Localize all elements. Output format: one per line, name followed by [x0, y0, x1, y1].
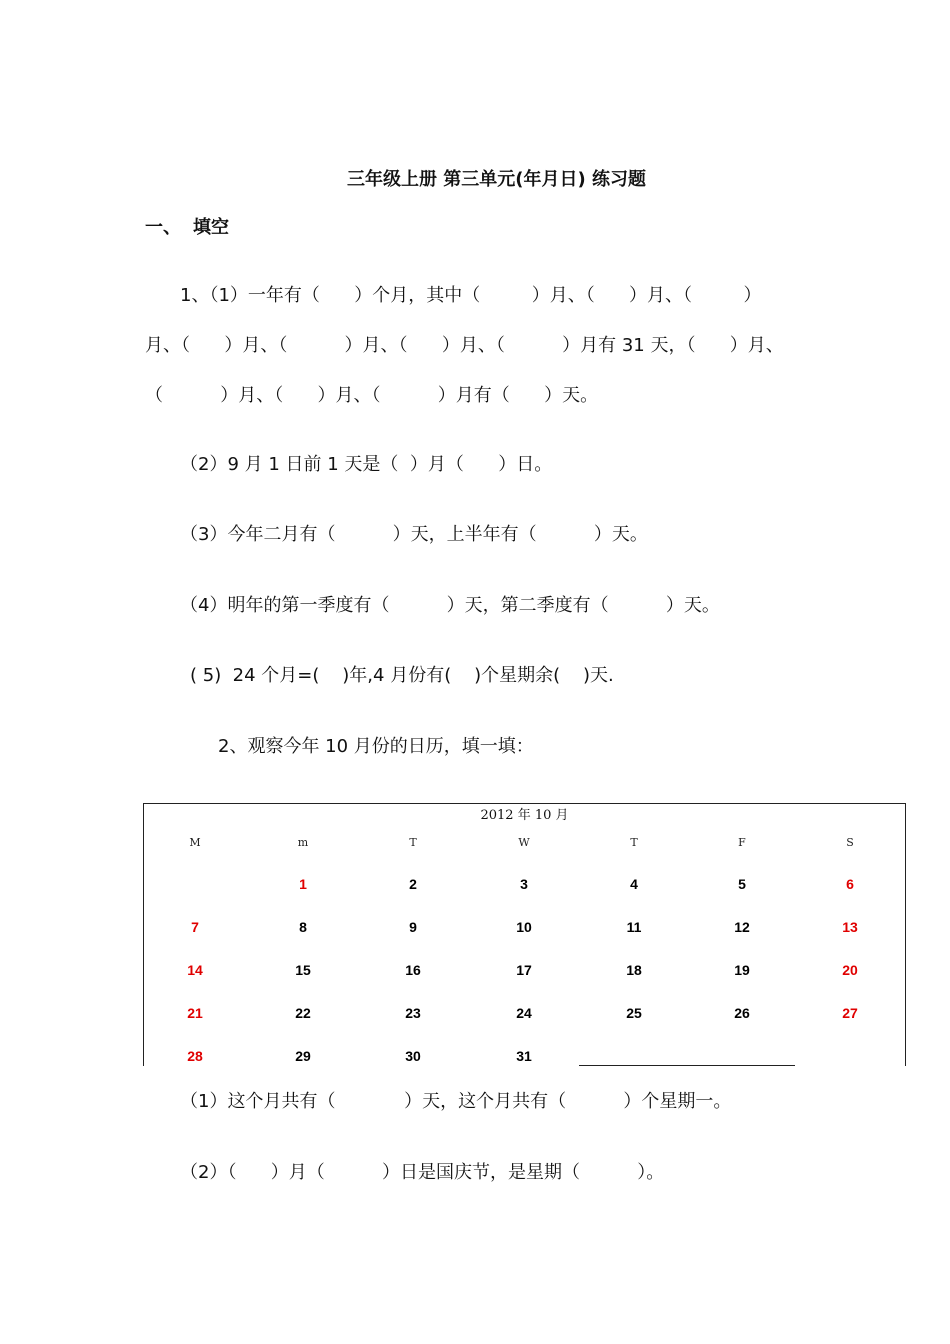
calendar-day-27: 27 — [842, 1005, 858, 1021]
calendar-day-18: 18 — [626, 962, 642, 978]
weekday-header-thu: W — [518, 836, 530, 849]
calendar-day-5: 5 — [738, 876, 746, 892]
calendar-day-30: 30 — [405, 1048, 421, 1064]
calendar-day-19: 19 — [734, 962, 750, 978]
section-number: 一、 — [145, 217, 181, 238]
weekday-header-fri: T — [630, 836, 638, 849]
calendar-title: 2012 年 10 月 — [480, 808, 569, 823]
calendar-day-13: 13 — [842, 919, 858, 935]
question-1-part-5: ( 5) 24 个月=( )年,4 月份有( )个星期余( )天. — [190, 665, 614, 686]
section-label: 填空 — [193, 217, 229, 238]
calendar-day-7: 7 — [191, 919, 199, 935]
question-1-part-3: （3）今年二月有（ ）天，上半年有（ ）天。 — [180, 524, 648, 545]
weekday-header-sat: F — [738, 836, 746, 849]
question-2-part-1: （1）这个月共有（ ）天，这个月共有（ ）个星期一。 — [180, 1091, 732, 1112]
calendar-day-4: 4 — [630, 876, 638, 892]
calendar-day-14: 14 — [187, 962, 203, 978]
calendar-day-6: 6 — [846, 876, 854, 892]
calendar-day-9: 9 — [409, 919, 417, 935]
question-1-line-1: 1、（1）一年有（ ）个月，其中（ ）月、（ ）月、（ ） — [180, 285, 762, 306]
calendar-day-31: 31 — [516, 1048, 532, 1064]
calendar-day-24: 24 — [516, 1005, 532, 1021]
page-title: 三年级上册 第三单元(年月日) 练习题 — [347, 169, 646, 190]
calendar-day-29: 29 — [295, 1048, 311, 1064]
question-2-prompt: 2、观察今年 10 月份的日历，填一填： — [218, 736, 534, 757]
weekday-header-mon: M — [189, 836, 201, 849]
question-1-part-2: （2）9 月 1 日前 1 天是（ ）月（ ）日。 — [180, 454, 553, 475]
calendar-day-8: 8 — [299, 919, 307, 935]
calendar-day-12: 12 — [734, 919, 750, 935]
question-1-line-2: 月、（ ）月、（ ）月、（ ）月、（ ）月有 31 天，（ ）月、 — [145, 335, 784, 356]
question-2-part-2: （2）（ ）月（ ）日是国庆节，是星期（ ）。 — [180, 1162, 665, 1183]
question-1-line-3: （ ）月、（ ）月、（ ）月有（ ）天。 — [145, 385, 599, 406]
weekday-header-sun: S — [846, 836, 854, 849]
calendar-day-2: 2 — [409, 876, 417, 892]
calendar-day-25: 25 — [626, 1005, 642, 1021]
weekday-header-wed: T — [409, 836, 417, 849]
calendar-day-15: 15 — [295, 962, 311, 978]
calendar-day-26: 26 — [734, 1005, 750, 1021]
calendar-day-20: 20 — [842, 962, 858, 978]
calendar-day-1: 1 — [299, 876, 307, 892]
calendar-day-28: 28 — [187, 1048, 203, 1064]
calendar-day-21: 21 — [187, 1005, 203, 1021]
calendar-day-23: 23 — [405, 1005, 421, 1021]
calendar-day-16: 16 — [405, 962, 421, 978]
calendar-day-10: 10 — [516, 919, 532, 935]
calendar-day-22: 22 — [295, 1005, 311, 1021]
calendar-day-17: 17 — [516, 962, 532, 978]
calendar-day-11: 11 — [626, 919, 642, 935]
question-1-part-4: （4）明年的第一季度有（ ）天，第二季度有（ ）天。 — [180, 595, 720, 616]
calendar-answer-line — [579, 1065, 795, 1066]
calendar-day-3: 3 — [520, 876, 528, 892]
weekday-header-tue: m — [297, 836, 309, 849]
